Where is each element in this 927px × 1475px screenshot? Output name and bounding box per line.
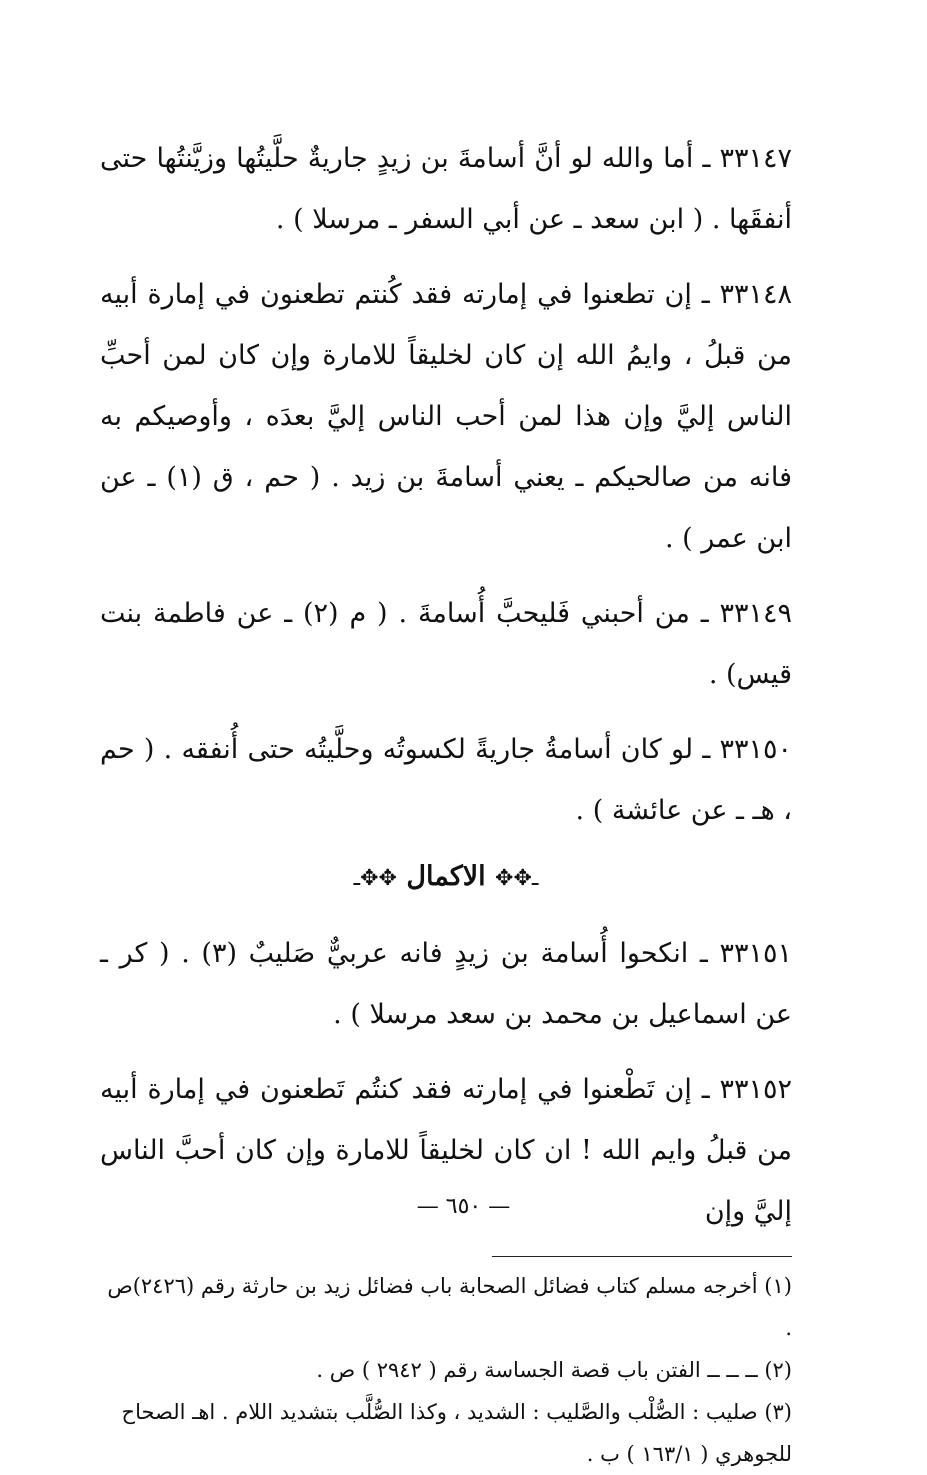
section-heading	[100, 857, 792, 899]
ornament-right: ـ✥✥	[495, 866, 539, 891]
hadith-33149: ٣٣١٤٩ ـ من أحبني فَليحبَّ أُسامةَ . ( م (٢) ـ عن فاطمة بنت قيس) .	[100, 598, 793, 690]
ornament-left: ✥✥ـ	[353, 866, 397, 891]
footnote-3: (٣) صليب : الصُّلْب والصَّليب : الشديد ، وكذا الصُّلَّب بتشديد اللام . اهـ الصحاح للجوهري ( ١٦٣/١ ) ب .	[121, 1400, 792, 1466]
footnote-divider	[492, 1256, 792, 1257]
hadith-33152: ٣٣١٥٢ ـ إن تَطْعنوا في إمارته فقد كنتُم تَطعنون في إمارة أبيه من قبلُ وايم الله ! ان كان لخليقاً للامارة وإن كان أحبَّ الناس إليَّ وإن	[100, 1074, 792, 1227]
page-body	[100, 128, 792, 1475]
section-title: الاكمال	[406, 861, 486, 892]
footnote-1: (١) أخرجه مسلم كتاب فضائل الصحابة باب فضائل زيد بن حارثة رقم (٢٤٢٦)ص .	[107, 1274, 792, 1340]
hadith-33150: ٣٣١٥٠ ـ لو كان أسامةُ جاريةً لكسوتُه وحلَّيتُه حتى أُنفقه . ( حم ، هـ ـ عن عائشة ) .	[100, 734, 792, 826]
footnote-2: (٢) ــ ــ ــ الفتن باب قصة الجساسة رقم ( ٢٩٤٢ ) ص .	[316, 1358, 792, 1382]
hadith-33148: ٣٣١٤٨ ـ إن تطعنوا في إمارته فقد كُنتم تطعنون في إمارة أبيه من قبلُ ، وايمُ الله إن كان لخليقاً للامارة وإن كان لمن أحبِّ الناس إليَّ وإن هذا لمن أحب الناس إليَّ بعدَه ، وأوصيكم به فانه من صالحيكم ـ يعني أسامةَ بن زيد . ( حم ، ق (١) ـ عن ابن عمر ) .	[100, 279, 792, 554]
hadith-33147: ٣٣١٤٧ ـ أما والله لو أنَّ أسامةَ بن زيدٍ جاريةٌ حلَّيتُها وزيَّنتُها حتى أنفقَها . ( ابن سعد ـ عن أبي السفر ـ مرسلا ) .	[100, 143, 792, 235]
page-number: — ٦٥٠ —	[416, 1194, 511, 1219]
hadith-33151: ٣٣١٥١ ـ انكحوا أُسامة بن زيدٍ فانه عربيٌّ صَليبٌ (٣) . ( كر ـ عن اسماعيل بن محمد بن سعد مرسلا ) .	[100, 938, 792, 1030]
